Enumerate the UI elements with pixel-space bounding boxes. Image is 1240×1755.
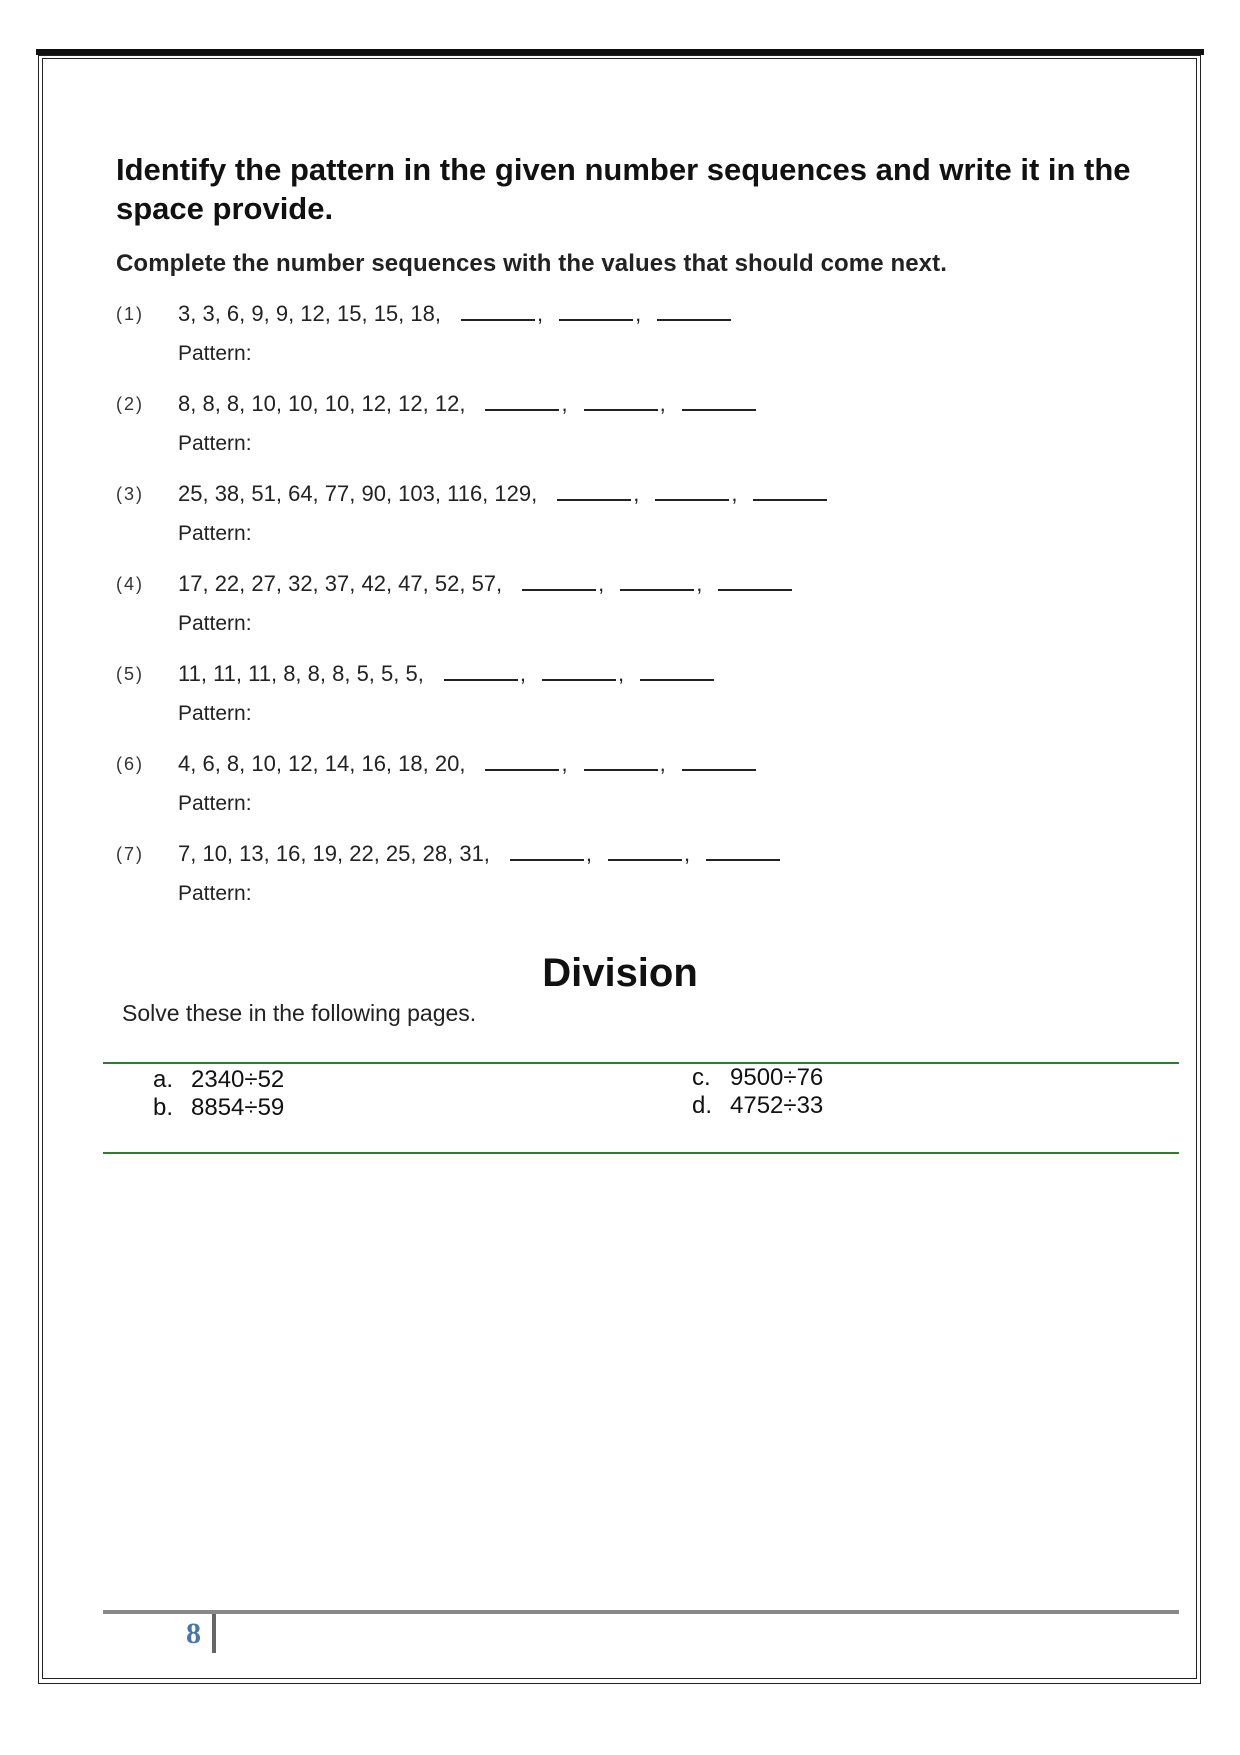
- pattern-label: Pattern:: [178, 522, 252, 545]
- question-7: [116, 840, 1116, 920]
- pattern-label: Pattern:: [178, 432, 252, 455]
- question-number: (6): [116, 754, 144, 774]
- question-3: [116, 480, 1116, 560]
- instruction: Complete the number sequences with the values that should come next.: [116, 250, 947, 277]
- question-sequence: 7, 10, 13, 16, 19, 22, 25, 28, 31, , ,: [178, 840, 780, 868]
- answer-blank-1[interactable]: [510, 841, 584, 861]
- answer-blank-2[interactable]: [559, 301, 633, 321]
- page-number: 8: [186, 1617, 201, 1650]
- question-sequence: 25, 38, 51, 64, 77, 90, 103, 116, 129, , ,: [178, 480, 827, 508]
- answer-blank-3[interactable]: [640, 661, 714, 681]
- question-number: (1): [116, 304, 144, 324]
- division-rule-bottom: [103, 1152, 1179, 1154]
- answer-blank-2[interactable]: [620, 571, 694, 591]
- pattern-label: Pattern:: [178, 612, 252, 635]
- answer-blank-1[interactable]: [557, 481, 631, 501]
- answer-blank-3[interactable]: [682, 751, 756, 771]
- answer-blank-1[interactable]: [461, 301, 535, 321]
- pattern-label: Pattern:: [178, 792, 252, 815]
- question-5: [116, 660, 1116, 740]
- answer-blank-3[interactable]: [753, 481, 827, 501]
- answer-blank-2[interactable]: [655, 481, 729, 501]
- question-6: [116, 750, 1116, 830]
- page-number-divider: [212, 1614, 216, 1653]
- division-item-b: b. 8854÷59: [153, 1094, 285, 1121]
- footer-rule: [103, 1610, 1179, 1614]
- question-4: [116, 570, 1116, 650]
- question-number: (3): [116, 484, 144, 504]
- division-item-a: a. 2340÷52: [153, 1066, 285, 1093]
- question-1: [116, 300, 1116, 380]
- answer-blank-3[interactable]: [718, 571, 792, 591]
- question-sequence: 4, 6, 8, 10, 12, 14, 16, 18, 20, , ,: [178, 750, 756, 778]
- question-sequence: 17, 22, 27, 32, 37, 42, 47, 52, 57, , ,: [178, 570, 792, 598]
- pattern-label: Pattern:: [178, 702, 252, 725]
- answer-blank-1[interactable]: [522, 571, 596, 591]
- answer-blank-3[interactable]: [706, 841, 780, 861]
- division-subtitle: Solve these in the following pages.: [122, 1000, 477, 1026]
- question-number: (4): [116, 574, 144, 594]
- answer-blank-3[interactable]: [682, 391, 756, 411]
- division-title: Division: [542, 951, 698, 995]
- answer-blank-2[interactable]: [584, 391, 658, 411]
- page-heading: Identify the pattern in the given number sequences and write it in the space provide.: [116, 152, 1131, 226]
- question-number: (7): [116, 844, 144, 864]
- question-sequence: 11, 11, 11, 8, 8, 8, 5, 5, 5, , ,: [178, 660, 714, 688]
- division-item-c: c. 9500÷76: [692, 1064, 824, 1091]
- answer-blank-2[interactable]: [608, 841, 682, 861]
- answer-blank-1[interactable]: [444, 661, 518, 681]
- division-rule-top: [103, 1062, 1179, 1064]
- question-2: [116, 390, 1116, 470]
- answer-blank-2[interactable]: [584, 751, 658, 771]
- pattern-label: Pattern:: [178, 882, 252, 905]
- question-number: (2): [116, 394, 144, 414]
- question-number: (5): [116, 664, 144, 684]
- answer-blank-1[interactable]: [485, 391, 559, 411]
- answer-blank-1[interactable]: [485, 751, 559, 771]
- question-sequence: 3, 3, 6, 9, 9, 12, 15, 15, 18, , ,: [178, 300, 731, 328]
- division-item-d: d. 4752÷33: [692, 1092, 824, 1119]
- answer-blank-3[interactable]: [657, 301, 731, 321]
- question-sequence: 8, 8, 8, 10, 10, 10, 12, 12, 12, , ,: [178, 390, 756, 418]
- pattern-label: Pattern:: [178, 342, 252, 365]
- answer-blank-2[interactable]: [542, 661, 616, 681]
